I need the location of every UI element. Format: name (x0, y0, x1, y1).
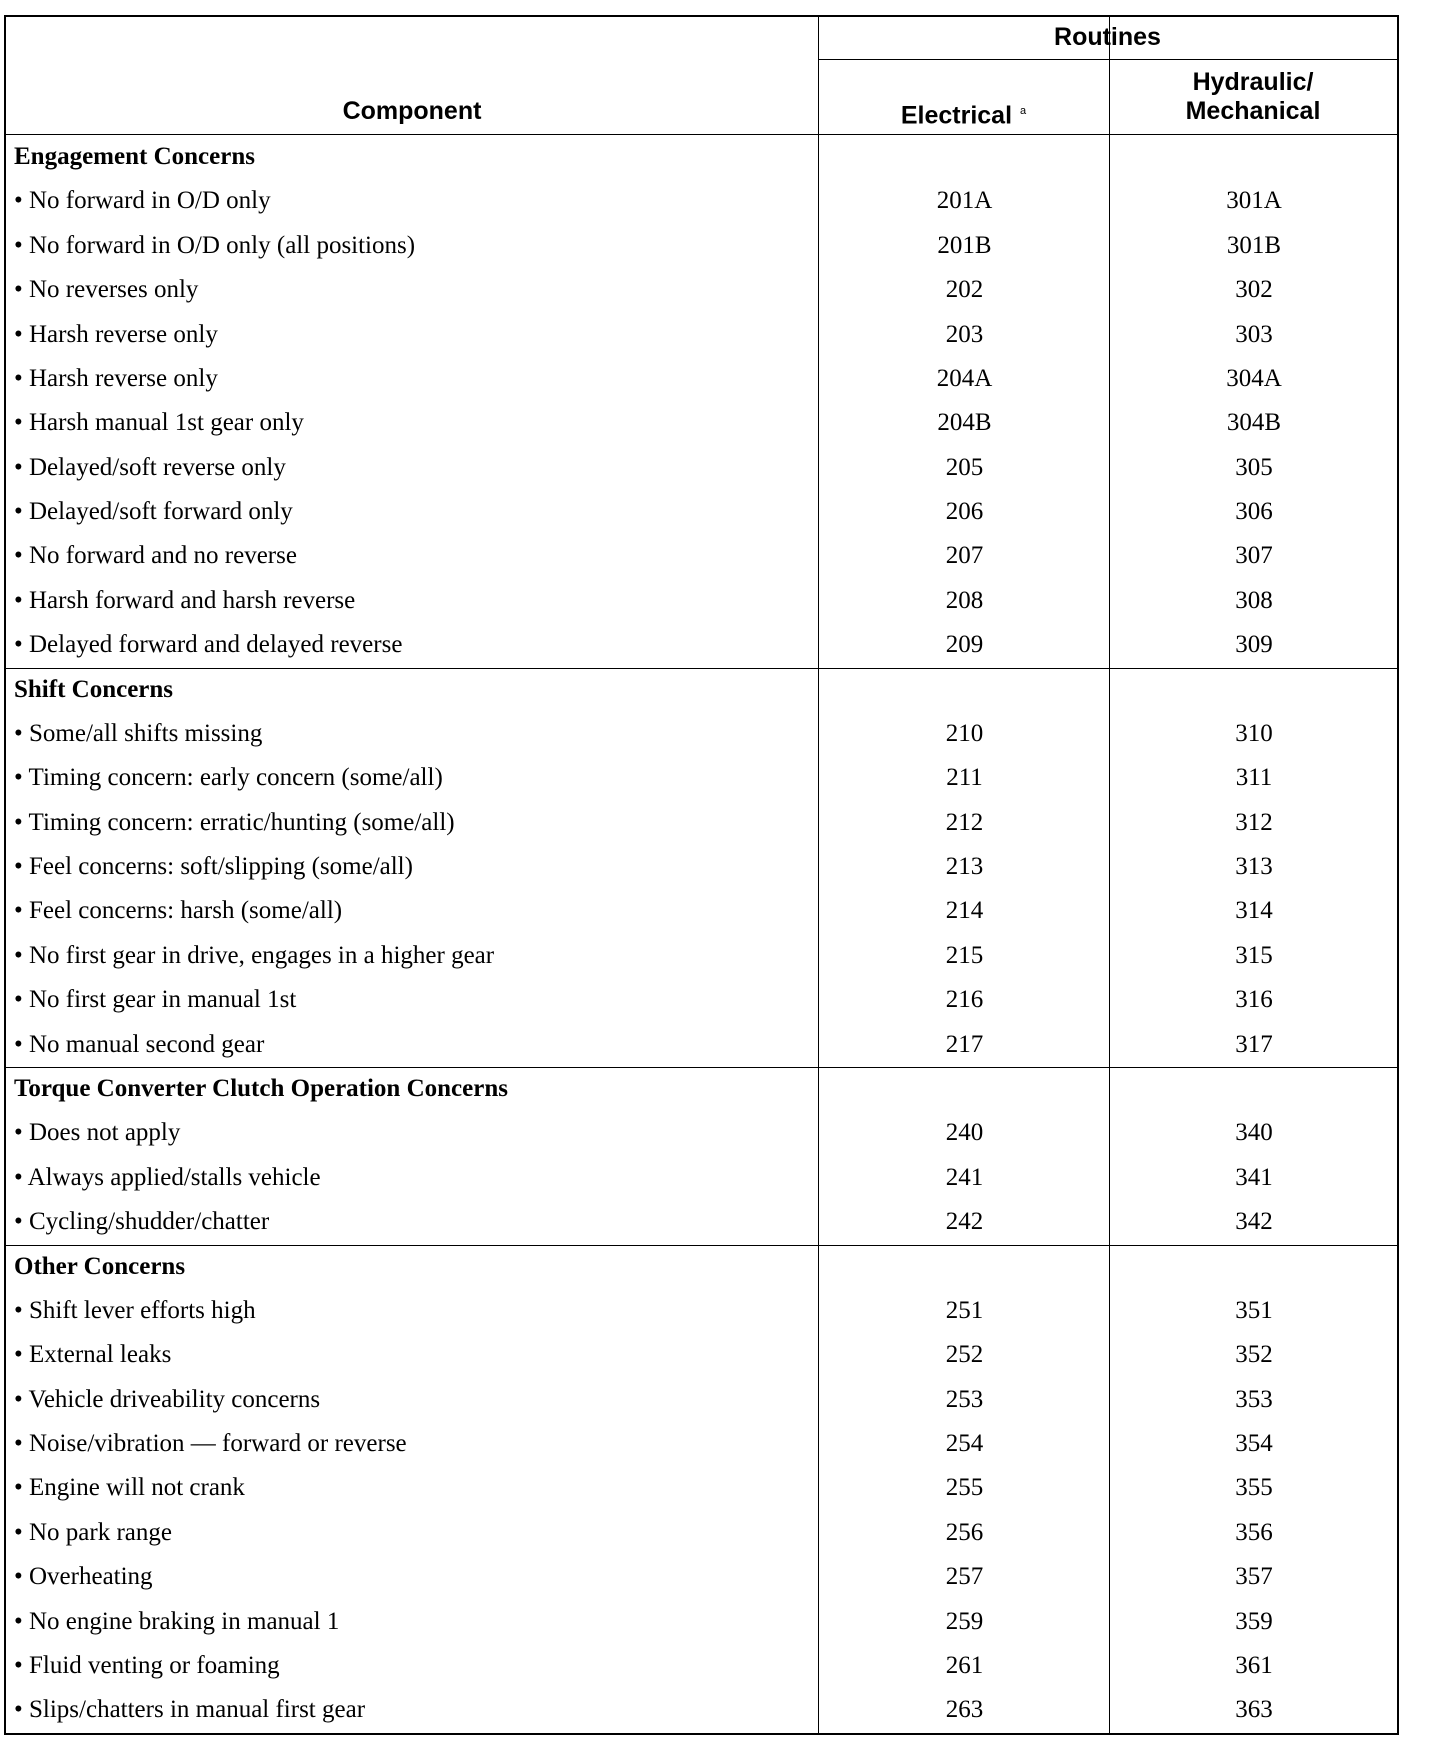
table-row (6, 846, 1397, 890)
component-cell: • Does not apply (14, 1119, 181, 1147)
electrical-routine-cell: 201A (936, 187, 993, 215)
electrical-header-label: Electrical (900, 101, 1013, 130)
electrical-routine-cell: 263 (945, 1696, 984, 1724)
component-cell: • External leaks (14, 1341, 172, 1369)
hydraulic-routine-cell: 341 (1235, 1163, 1273, 1191)
hydraulic-routine-cell: 355 (1235, 1474, 1273, 1502)
component-cell: • Delayed forward and delayed reverse (14, 631, 403, 659)
electrical-routine-cell: 203 (945, 320, 984, 348)
electrical-routine-cell: 253 (945, 1385, 984, 1413)
table-row (6, 1201, 1397, 1245)
electrical-routine-cell: 255 (945, 1474, 984, 1502)
component-cell: • Harsh reverse only (14, 364, 218, 392)
hydraulic-routine-cell: 317 (1235, 1030, 1273, 1058)
hydraulic-routine-cell: 361 (1235, 1651, 1273, 1679)
component-cell: • No first gear in drive, engages in a higher gear (14, 941, 495, 969)
table-row (6, 269, 1397, 313)
hydraulic-routine-cell: 359 (1235, 1607, 1273, 1635)
electrical-routine-cell: 217 (945, 1030, 984, 1058)
electrical-routine-cell: 259 (945, 1607, 984, 1635)
electrical-routine-cell: 216 (945, 986, 984, 1014)
component-cell: • Delayed/soft reverse only (14, 453, 286, 481)
table-row (6, 1512, 1397, 1556)
table-row (6, 180, 1397, 224)
component-cell: • Slips/chatters in manual first gear (14, 1696, 366, 1724)
hydraulic-header-line1: Hydraulic/ (1192, 68, 1314, 96)
electrical-routine-cell: 251 (945, 1296, 984, 1324)
component-cell: • Timing concern: early concern (some/all) (14, 764, 443, 792)
table-row (6, 1334, 1397, 1378)
component-cell: • Harsh reverse only (14, 320, 218, 348)
component-cell: • Cycling/shudder/chatter (14, 1208, 270, 1236)
component-cell: • Delayed/soft forward only (14, 498, 293, 526)
hydraulic-routine-cell: 353 (1235, 1385, 1273, 1413)
section-heading-row (6, 669, 1397, 713)
hydraulic-routine-cell: 306 (1235, 498, 1273, 526)
table-row (6, 314, 1397, 358)
component-cell: • Feel concerns: harsh (some/all) (14, 897, 343, 925)
table-row (6, 1467, 1397, 1511)
hydraulic-routine-cell: 304A (1226, 364, 1282, 392)
hydraulic-routine-cell: 315 (1235, 941, 1273, 969)
section-heading-row (6, 1246, 1397, 1290)
table-row (6, 491, 1397, 535)
component-cell: • No reverses only (14, 276, 199, 304)
table-row (6, 1379, 1397, 1423)
electrical-routine-cell: 252 (945, 1341, 984, 1369)
table-row (6, 447, 1397, 491)
component-cell: • No manual second gear (14, 1030, 265, 1058)
electrical-routine-cell: 261 (945, 1651, 984, 1679)
hydraulic-routine-cell: 309 (1235, 631, 1273, 659)
electrical-footnote-marker: a (1020, 105, 1027, 117)
component-cell: • Feel concerns: soft/slipping (some/all) (14, 853, 413, 881)
component-cell: • No forward in O/D only (all positions) (14, 231, 416, 259)
table-row (6, 1024, 1397, 1068)
hydraulic-routine-cell: 352 (1235, 1341, 1273, 1369)
electrical-routine-cell: 254 (945, 1430, 984, 1458)
table-row (6, 1689, 1397, 1733)
electrical-routine-cell: 241 (945, 1163, 984, 1191)
component-cell: • No forward in O/D only (14, 187, 271, 215)
section-heading-row (6, 136, 1397, 180)
table-row (6, 580, 1397, 624)
section-title: Torque Converter Clutch Operation Concerns (14, 1074, 508, 1102)
electrical-routine-cell: 205 (945, 453, 984, 481)
component-cell: • Noise/vibration — forward or reverse (14, 1430, 407, 1458)
table-row (6, 535, 1397, 579)
component-cell: • Overheating (14, 1563, 153, 1591)
routine-table (4, 15, 1399, 1735)
electrical-routine-cell: 202 (945, 276, 984, 304)
routines-underline (818, 59, 1397, 60)
table-row (6, 1423, 1397, 1467)
hydraulic-routine-cell: 357 (1235, 1563, 1273, 1591)
hydraulic-routine-cell: 301B (1226, 231, 1282, 259)
hydraulic-routine-cell: 311 (1235, 764, 1273, 792)
hydraulic-header (1109, 68, 1397, 126)
table-row (6, 1157, 1397, 1201)
electrical-routine-cell: 212 (945, 808, 984, 836)
electrical-routine-cell: 204B (937, 409, 992, 437)
component-cell: • Engine will not crank (14, 1474, 245, 1502)
table-row (6, 358, 1397, 402)
hydraulic-header-line2: Mechanical (1185, 97, 1321, 125)
component-cell: • Some/all shifts missing (14, 719, 263, 747)
electrical-routine-cell: 204A (936, 364, 993, 392)
electrical-header (818, 97, 1109, 130)
component-header: Component (342, 97, 482, 125)
section-divider (6, 1245, 1397, 1246)
component-cell: • No first gear in manual 1st (14, 986, 297, 1014)
electrical-routine-cell: 240 (945, 1119, 984, 1147)
table-row (6, 757, 1397, 801)
electrical-routine-cell: 256 (945, 1518, 984, 1546)
table-row (6, 890, 1397, 934)
table-row (6, 802, 1397, 846)
table-row (6, 1290, 1397, 1334)
component-cell: • Harsh forward and harsh reverse (14, 586, 356, 614)
hydraulic-routine-cell: 316 (1235, 986, 1273, 1014)
component-cell: • Shift lever efforts high (14, 1296, 256, 1324)
electrical-routine-cell: 207 (945, 542, 984, 570)
hydraulic-routine-cell: 363 (1235, 1696, 1273, 1724)
component-cell: • Always applied/stalls vehicle (14, 1163, 321, 1191)
component-cell: • Timing concern: erratic/hunting (some/all) (14, 808, 455, 836)
hydraulic-routine-cell: 351 (1235, 1296, 1273, 1324)
section-title: Shift Concerns (14, 675, 174, 703)
table-row (6, 1645, 1397, 1689)
hydraulic-routine-cell: 308 (1235, 586, 1273, 614)
electrical-routine-cell: 201B (937, 231, 992, 259)
electrical-routine-cell: 242 (945, 1208, 984, 1236)
electrical-routine-cell: 206 (945, 498, 984, 526)
hydraulic-routine-cell: 312 (1235, 808, 1273, 836)
hydraulic-routine-cell: 304B (1226, 409, 1282, 437)
section-divider (6, 668, 1397, 669)
hydraulic-routine-cell: 342 (1235, 1208, 1273, 1236)
table-row (6, 935, 1397, 979)
hydraulic-routine-cell: 314 (1235, 897, 1273, 925)
hydraulic-routine-cell: 307 (1235, 542, 1273, 570)
table-row (6, 1601, 1397, 1645)
table-row (6, 713, 1397, 757)
electrical-routine-cell: 214 (945, 897, 984, 925)
component-cell: • No park range (14, 1518, 172, 1546)
hydraulic-routine-cell: 305 (1235, 453, 1273, 481)
table-row (6, 225, 1397, 269)
routines-header: Routines (1054, 23, 1161, 51)
electrical-routine-cell: 209 (945, 631, 984, 659)
component-cell: • Vehicle driveability concerns (14, 1385, 321, 1413)
table-row (6, 624, 1397, 668)
hydraulic-routine-cell: 340 (1235, 1119, 1273, 1147)
electrical-routine-cell: 257 (945, 1563, 984, 1591)
hydraulic-routine-cell: 310 (1235, 719, 1273, 747)
hydraulic-routine-cell: 354 (1235, 1430, 1273, 1458)
hydraulic-routine-cell: 301A (1226, 187, 1282, 215)
section-title: Other Concerns (14, 1252, 186, 1280)
hydraulic-routine-cell: 302 (1235, 276, 1273, 304)
header-bottom-rule (6, 134, 1397, 135)
table-row (6, 979, 1397, 1023)
table-row (6, 402, 1397, 446)
hydraulic-routine-cell: 313 (1235, 853, 1273, 881)
component-cell: • No engine braking in manual 1 (14, 1607, 340, 1635)
electrical-routine-cell: 210 (945, 719, 984, 747)
electrical-routine-cell: 215 (945, 941, 984, 969)
section-title: Engagement Concerns (14, 143, 255, 170)
table-row (6, 1556, 1397, 1600)
hydraulic-routine-cell: 356 (1235, 1518, 1273, 1546)
table-row (6, 1112, 1397, 1156)
component-cell: • Fluid venting or foaming (14, 1651, 280, 1679)
electrical-routine-cell: 213 (945, 853, 984, 881)
hydraulic-routine-cell: 303 (1235, 320, 1273, 348)
component-cell: • Harsh manual 1st gear only (14, 409, 304, 437)
section-divider (6, 1067, 1397, 1068)
section-heading-row (6, 1068, 1397, 1112)
component-cell: • No forward and no reverse (14, 542, 297, 570)
electrical-routine-cell: 208 (945, 586, 984, 614)
electrical-routine-cell: 211 (946, 764, 983, 792)
